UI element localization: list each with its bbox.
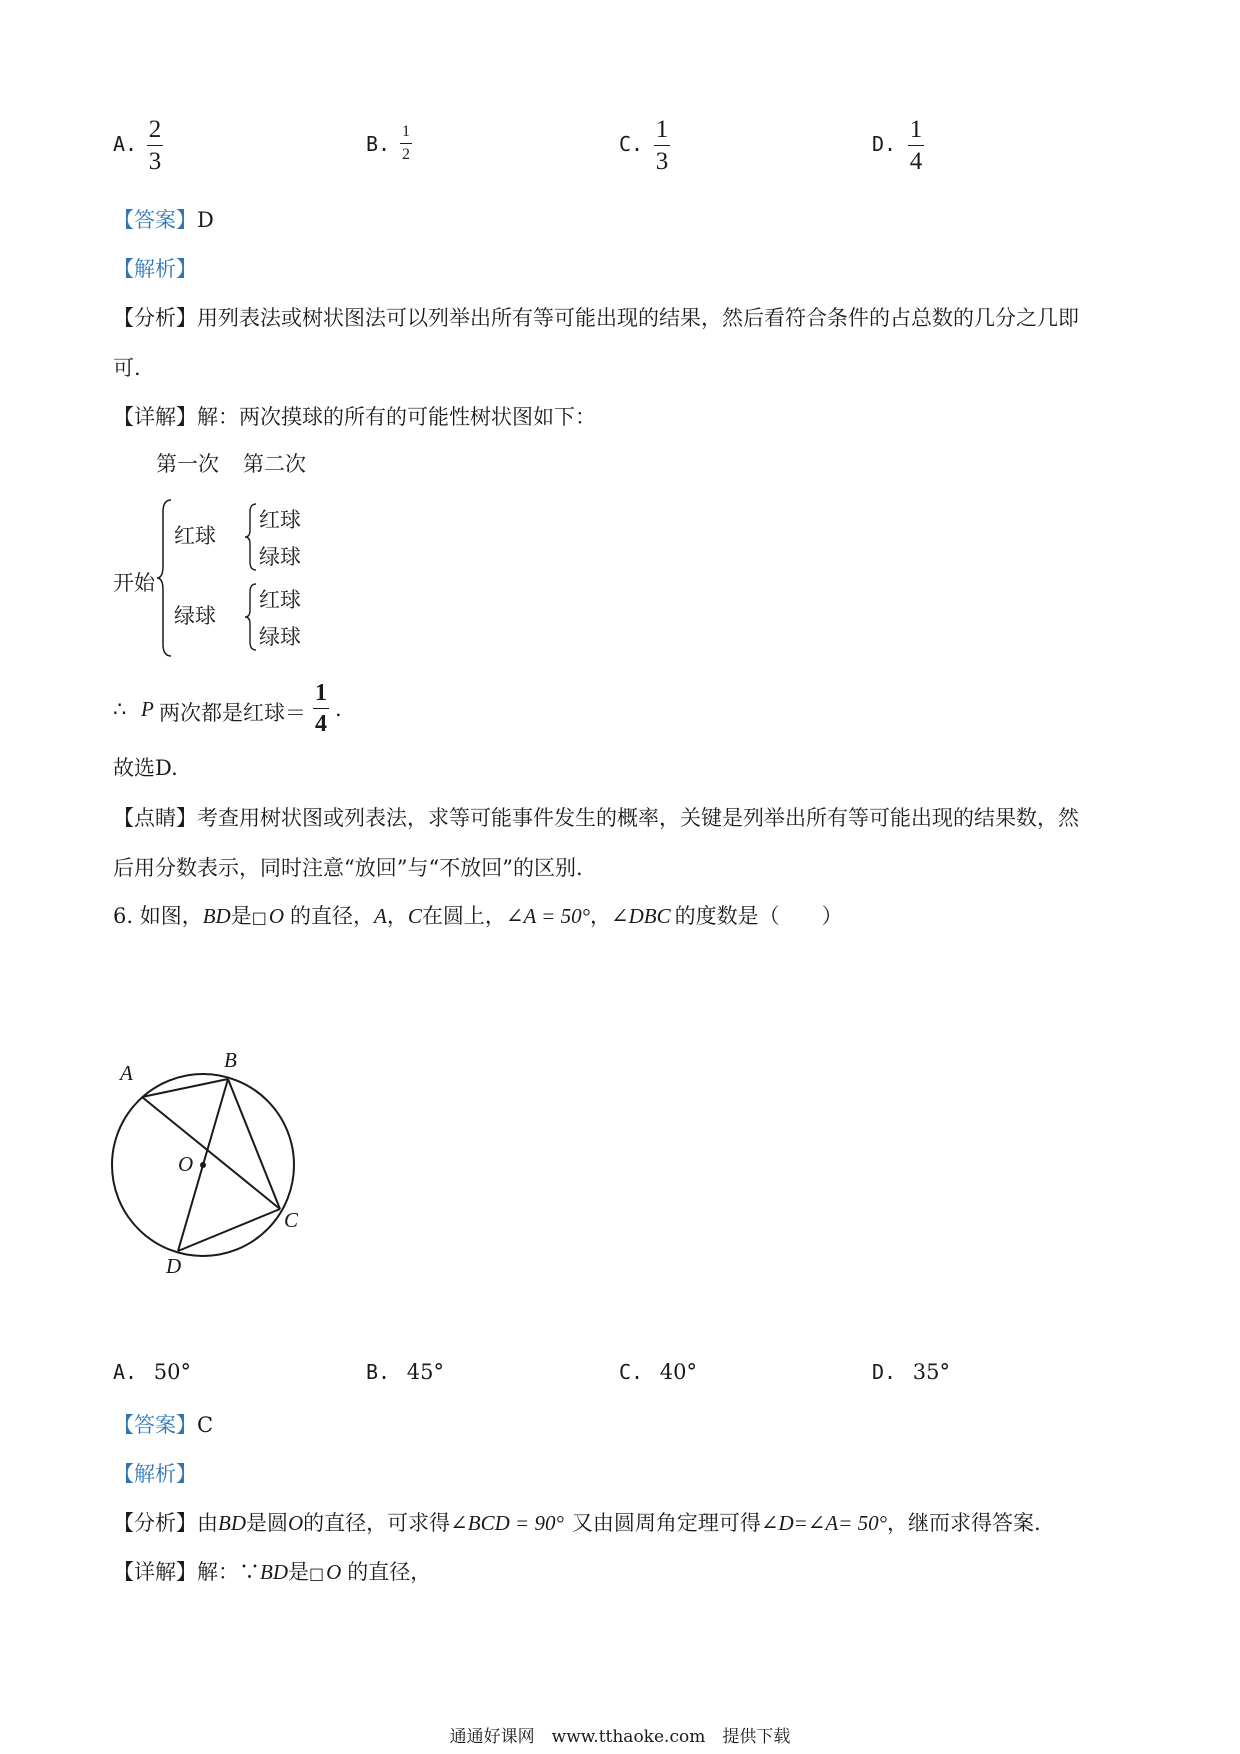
therefore-symbol: ∴ <box>113 697 127 721</box>
q6-stem-mid3: 在圆上， <box>421 904 506 928</box>
q6-stem-angle-a: ∠A = 50° <box>505 904 590 928</box>
q5-option-b-label: B. <box>366 132 391 156</box>
q6-stem-mid1: 是 <box>230 904 252 928</box>
q5-option-c-label: C. <box>619 132 644 156</box>
q6-fenxi-d: ∠D=∠A= 50° <box>760 1511 888 1535</box>
q5-option-b-num: 1 <box>402 123 410 140</box>
q5-dianjing-text1: 考查用树状图或列表法，求等可能事件发生的概率，关键是列举出所有等可能出现的结果数，然 <box>197 806 1079 830</box>
q6-stem-comma: ， <box>386 904 408 928</box>
q5-option-a-num: 2 <box>148 116 162 143</box>
q6-answer-line <box>113 1409 213 1439</box>
q5-option-c-num: 1 <box>655 116 669 143</box>
tree-head-second: 第二次 <box>243 452 306 476</box>
q6-stem-mid4: ， <box>589 904 611 928</box>
q5-option-c-fraction <box>654 117 670 174</box>
q5-xiangjie-line <box>113 401 596 431</box>
q5-fenxi-tag: 【分析】 <box>113 306 197 330</box>
result-fraction <box>313 681 329 736</box>
q6-fenxi-line <box>113 1507 1041 1537</box>
q6-option-c <box>619 1360 697 1384</box>
q6-stem-mid2: 的直径， <box>290 904 375 928</box>
label-o: O <box>178 1152 194 1176</box>
q5-option-d-label: D. <box>872 132 897 156</box>
q5-option-b-den: 2 <box>402 146 410 163</box>
q5-choose: 故选D. <box>113 756 178 780</box>
q6-option-d <box>872 1360 950 1384</box>
label-d: D <box>166 1254 182 1275</box>
q5-option-d-den: 4 <box>909 148 923 175</box>
q6-xiangjie-p1: 解：∵ <box>197 1560 260 1584</box>
q6-fenxi-o: O <box>288 1511 304 1535</box>
q6-stem <box>113 900 843 930</box>
q6-xiangjie-p3: 的直径， <box>347 1560 432 1584</box>
chord-ac <box>142 1097 280 1209</box>
q5-analysis-tag: 【解析】 <box>113 257 197 281</box>
q6-stem-c: C <box>407 904 422 928</box>
q6-answer-tag: 【答案】 <box>113 1413 197 1437</box>
q6-option-b-value: 45° <box>406 1360 445 1384</box>
q5-fenxi-text1: 用列表法或树状图法可以列举出所有等可能出现的结果，然后看符合条件的占总数的几分之几即 <box>197 306 1079 330</box>
q5-option-d-fraction <box>908 117 924 174</box>
q6-fenxi-p1: 由 <box>197 1511 218 1535</box>
q6-xiangjie-line <box>113 1556 431 1586</box>
q6-analysis-tag: 【解析】 <box>113 1462 197 1486</box>
q6-stem-a: A <box>374 904 387 928</box>
q5-fenxi-line1 <box>113 302 1079 332</box>
q6-stem-angle-dbc: ∠DBC <box>610 904 671 928</box>
q5-dianjing-line1 <box>113 802 1079 832</box>
tree-level1-red: 红球 <box>174 524 216 548</box>
result-text: 两次都是红球＝ <box>159 701 306 725</box>
q5-option-d-num: 1 <box>909 116 923 143</box>
q5-fenxi-line2: 可. <box>113 356 141 380</box>
q6-option-c-value: 40° <box>659 1360 698 1384</box>
tree-level2-green-red: 红球 <box>259 588 301 612</box>
tree-level1-green: 绿球 <box>174 604 216 628</box>
q6-xiangjie-o: O <box>326 1560 342 1584</box>
tree-head-first: 第一次 <box>156 452 219 476</box>
q6-fenxi-p4: 又由圆周角定理可得 <box>571 1511 761 1535</box>
q6-xiangjie-tag: 【详解】 <box>113 1560 197 1584</box>
q6-xiangjie-bd: BD <box>260 1560 288 1584</box>
q5-answer-value: D <box>197 208 214 232</box>
q5-dianjing-tag: 【点睛】 <box>113 806 197 830</box>
result-den: 4 <box>315 711 327 737</box>
q6-xiangjie-p2: 是 <box>288 1560 309 1584</box>
circle-figure <box>100 1045 320 1275</box>
q5-option-a-den: 3 <box>148 148 162 175</box>
q6-fenxi-tag: 【分析】 <box>113 1511 197 1535</box>
q5-option-c-den: 3 <box>655 148 669 175</box>
q6-xiangjie-box: □ <box>309 1564 325 1583</box>
tree-root: 开始 <box>113 571 155 595</box>
q5-option-b-fraction <box>400 124 412 163</box>
tree-level2-green-green: 绿球 <box>259 625 301 649</box>
chord-dc <box>178 1209 280 1251</box>
q6-fenxi-bcd: ∠BCD = 90° <box>450 1511 564 1535</box>
label-a: A <box>120 1061 133 1085</box>
q5-option-a-label: A. <box>113 132 138 156</box>
center-point <box>200 1162 206 1168</box>
q6-option-b-label: B. <box>366 1360 391 1384</box>
q6-option-a <box>113 1360 191 1384</box>
q5-xiangjie-text: 解：两次摸球的所有的可能性树状图如下： <box>197 405 596 429</box>
label-b: B <box>224 1048 237 1072</box>
q6-fenxi-p3: 的直径，可求得 <box>303 1511 451 1535</box>
result-p: P <box>141 697 154 721</box>
q6-option-a-value: 50° <box>153 1360 192 1384</box>
q5-xiangjie-tag: 【详解】 <box>113 405 197 429</box>
q6-option-a-label: A. <box>113 1360 138 1384</box>
result-num: 1 <box>315 680 327 706</box>
tree-level2-red-green: 绿球 <box>259 545 301 569</box>
q6-stem-bd: BD <box>202 904 231 928</box>
q6-option-d-value: 35° <box>912 1360 951 1384</box>
q6-option-c-label: C. <box>619 1360 644 1384</box>
q6-stem-end: 的度数是（ ） <box>674 904 843 928</box>
label-c: C <box>284 1208 299 1232</box>
page-footer: 通通好课网 www.tthaoke.com 提供下载 <box>449 1727 791 1747</box>
q5-option-a-fraction <box>147 117 163 174</box>
q5-answer-tag: 【答案】 <box>113 208 197 232</box>
tree-root-brace <box>156 498 174 658</box>
q6-stem-box: □ <box>251 908 267 927</box>
q5-answer-line <box>113 204 214 234</box>
q6-stem-o: O <box>268 904 285 928</box>
q6-option-b <box>366 1360 444 1384</box>
tree-level2-red-red: 红球 <box>259 508 301 532</box>
q6-fenxi-p2: 是圆 <box>246 1511 288 1535</box>
q6-fenxi-p5: ，继而求得答案. <box>887 1511 1041 1535</box>
q6-fenxi-bd: BD <box>218 1511 246 1535</box>
tree-brace-red <box>244 502 258 572</box>
result-end: . <box>335 697 342 721</box>
q6-stem-prefix: 6. 如图， <box>113 904 203 928</box>
q6-answer-value: C <box>197 1413 214 1437</box>
chord-bc <box>228 1079 280 1209</box>
q5-dianjing-line2: 后用分数表示，同时注意“放回”与“不放回”的区别. <box>113 856 583 880</box>
tree-brace-green <box>244 582 258 652</box>
q6-option-d-label: D. <box>872 1360 897 1384</box>
